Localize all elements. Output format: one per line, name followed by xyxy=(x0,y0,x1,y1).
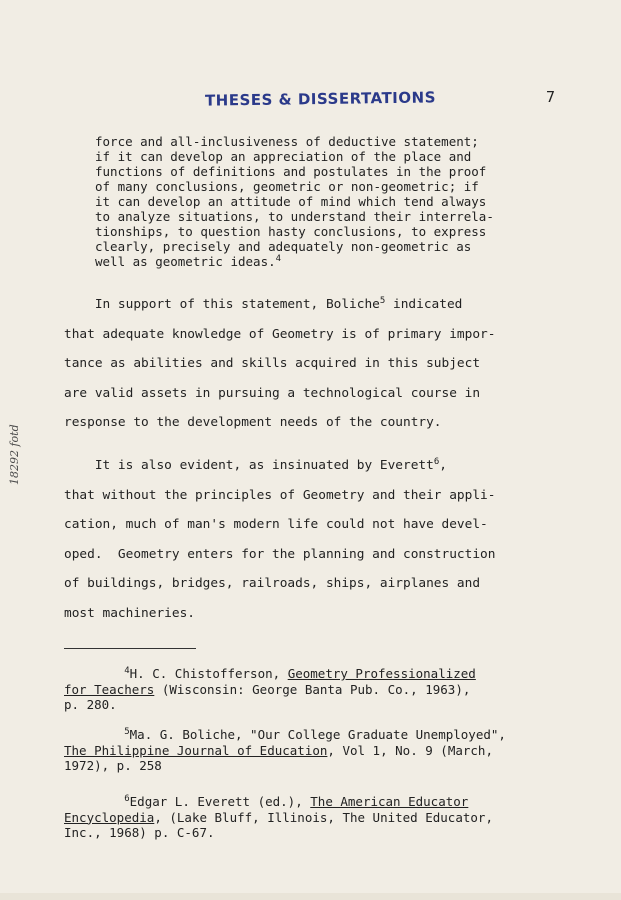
quote-line: functions of definitions and postulates in the proof xyxy=(95,164,487,179)
block-quote xyxy=(95,134,575,269)
paragraph-text: It is also evident, as insinuated by Everett xyxy=(64,458,434,473)
quote-line: to analyze situations, to understand their interrela- xyxy=(95,209,494,224)
footnote-author: H. C. Chistofferson, xyxy=(129,666,288,681)
footnote-4 xyxy=(64,666,594,713)
footnote-ref-5: 5 xyxy=(379,296,386,306)
scan-footer-strip xyxy=(0,893,621,900)
paragraph-text: that adequate knowledge of Geometry is of primary impor- tance as abilities and skills acquired in this subject are valid assets in pursuing a technological course in response to the development needs of the country. xyxy=(64,326,496,430)
footnote-number: 5 xyxy=(124,727,130,737)
handwritten-margin-note: 18292 fotd xyxy=(8,424,21,485)
quote-line: of many conclusions, geometric or non-geometric; if xyxy=(95,179,479,194)
quote-line: if it can develop an appreciation of the place and xyxy=(95,149,472,164)
footnote-details: (Wisconsin: George Banta Pub. Co., 1963), p. 280. xyxy=(64,681,471,712)
paragraph-text: , xyxy=(439,458,447,473)
footnote-details: , (Lake Bluff, Illinois, The United Educator, Inc., 1968) p. C-67. xyxy=(64,809,493,840)
footnote-separator xyxy=(64,648,196,649)
footnote-title: The Philippine Journal of Education xyxy=(64,742,328,758)
footnote-details: , Vol 1, No. 9 (March, 1972), p. 258 xyxy=(64,742,493,773)
page-number: 7 xyxy=(546,88,556,106)
paragraph-boliche xyxy=(64,290,584,438)
theses-dissertations-stamp: THESES & DISSERTATIONS xyxy=(204,88,437,110)
footnote-number: 4 xyxy=(124,666,130,676)
footnote-author: Edgar L. Everett (ed.), xyxy=(129,794,311,809)
footnote-5 xyxy=(64,727,594,774)
quote-line: force and all-inclusiveness of deductive statement; xyxy=(95,134,479,149)
paragraph-text: In support of this statement, Boliche xyxy=(64,297,380,312)
footnote-ref-4: 4 xyxy=(275,254,282,264)
paragraph-text: indicated xyxy=(385,297,463,312)
paragraph-text: that without the principles of Geometry and their appli- cation, much of man's modern life could not have devel- oped. Geometry enters for the planning and construction of buildings, bridges, railroads, ships, airplanes and most machineries. xyxy=(64,487,496,621)
quote-line: tionships, to question hasty conclusions, to express xyxy=(95,224,487,239)
paragraph-everett xyxy=(64,451,584,628)
footnote-6 xyxy=(64,794,594,841)
footnote-number: 6 xyxy=(124,794,130,804)
footnote-ref-6: 6 xyxy=(433,457,440,467)
footnote-title: Geometry Professionalized for Teachers xyxy=(64,666,476,697)
quote-line: well as geometric ideas. xyxy=(95,254,276,269)
footnote-author: Ma. G. Boliche, "Our College Graduate Unemployed", xyxy=(129,727,506,742)
footnote-title: The American Educator Encyclopedia xyxy=(64,794,469,825)
quote-line: it can develop an attitude of mind which tend always xyxy=(95,194,487,209)
quote-line: clearly, precisely and adequately non-geometric as xyxy=(95,239,472,254)
